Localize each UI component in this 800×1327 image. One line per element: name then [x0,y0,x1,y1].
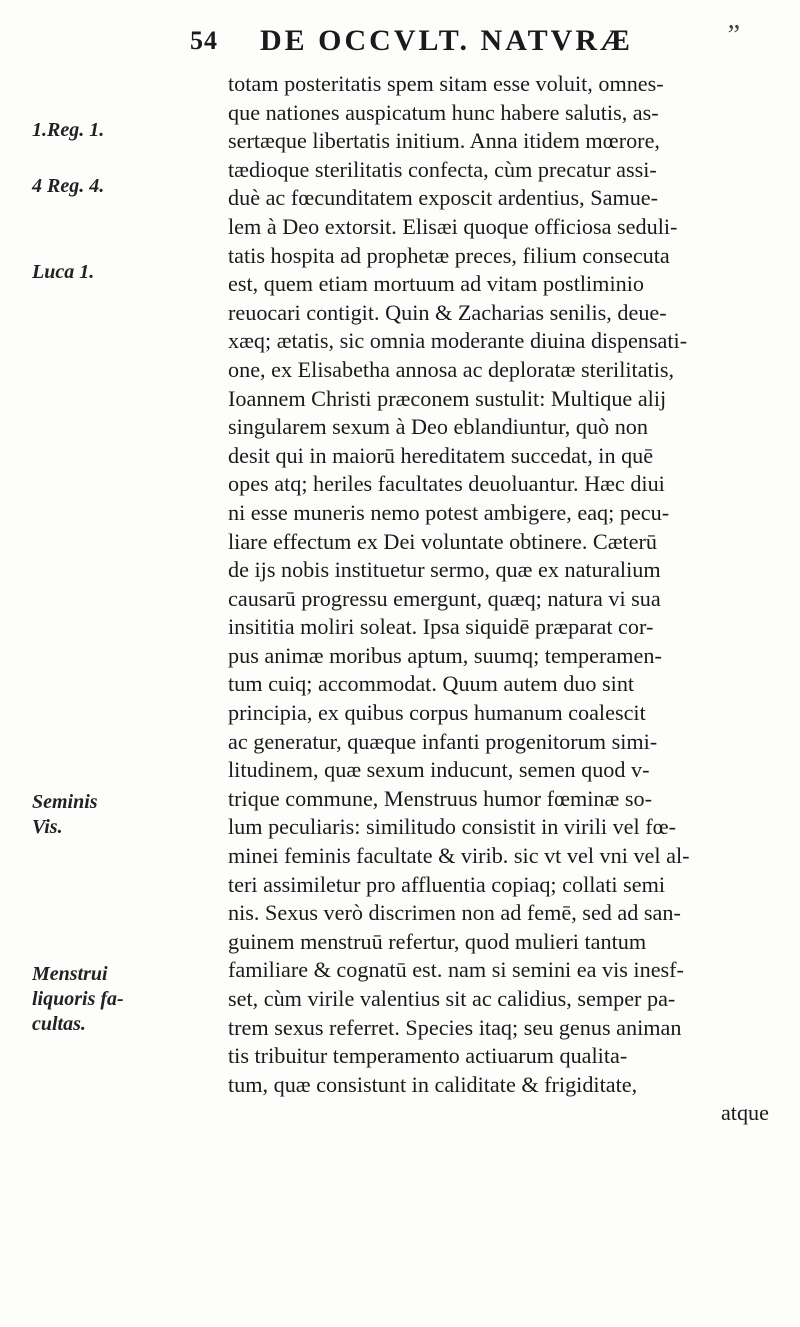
page-number: 54 [190,26,218,55]
margin-note-line: liquoris fa- [32,988,124,1010]
margin-note-line: Vis. [32,816,63,838]
body-line: pus animæ moribus aptum, suumq; temperamen- [228,642,662,668]
body-line: atque [720,1100,769,1126]
body-line: principia, ex quibus corpus humanum coalescit [228,700,646,726]
body-line: xæq; ætatis, sic omnia moderante diuina dispensati- [228,328,688,354]
running-title: DE OCCVLT. NATVRÆ [260,24,633,57]
margin-note-line: cultas. [32,1013,86,1035]
body-line: set, cùm virile valentius sit ac calidius, semper pa- [228,986,676,1011]
body-line: lem à Deo extorsit. Elisæi quoque officiosa seduli- [228,213,678,239]
body-line: Ioannem Christi præconem sustulit: Multique alij [228,385,667,411]
margin-note-seminis [32,790,98,840]
body-line: familiare & cognatū est. nam si semini ea vis inesf- [228,957,684,983]
body-line: singularem sexum à Deo eblandiuntur, quò non [228,414,648,440]
margin-note-menstrui [32,962,124,1037]
body-line: opes atq; heriles facultates deuoluantur. Hæc diui [228,471,665,497]
body-line: trem sexus referret. Species itaq; seu genus animan [228,1014,682,1040]
body-line: sertæque libertatis initium. Anna itidem mœrore, [228,128,660,154]
body-line: insititia moliri soleat. Ipsa siquidē præparat cor- [228,614,654,640]
body-line: nis. Sexus verò discrimen non ad femē, sed ad san- [228,900,681,926]
margin-note-luca: Luca 1. [32,261,95,283]
body-line: tis tribuitur temperamento actiuarum qualita- [228,1043,628,1069]
margin-note-reg1: 1.Reg. 1. [32,119,105,141]
body-line: est, quem etiam mortuum ad vitam postliminio [228,271,644,297]
body-line: tatis hospita ad prophetæ preces, filium consecuta [228,242,670,268]
body-line: one, ex Elisabetha annosa ac deploratæ sterilitatis, [228,356,675,382]
margin-note-line: Menstrui [32,963,108,985]
body-line: causarū progressu emergunt, quæq; natura vi sua [228,585,661,611]
body-line: ac generatur, quæque infanti progenitorum simi- [228,728,658,754]
body-line: trique commune, Menstruus humor fœminæ so- [228,785,652,811]
body-line: que nationes auspicatum hunc habere salutis, as- [228,99,659,125]
body-line: de ijs nobis instituetur sermo, quæ ex naturalium [228,557,661,583]
body-line: ni esse muneris nemo potest ambigere, eaq; pecu- [228,499,670,525]
margin-notes [0,0,215,1327]
body-line: reuocari contigit. Quin & Zacharias senilis, deue- [228,299,667,325]
body-line: tædioque sterilitatis confecta, cùm precatur assi- [228,156,657,182]
body-line: litudinem, quæ sexum inducunt, semen quod v- [228,757,650,783]
body-line: minei feminis facultate & virib. sic vt vel vni vel al- [228,843,690,869]
body-line: tum cuiq; accommodat. Quum autem duo sint [228,671,635,697]
body-line: tum, quæ consistunt in caliditate & frigiditate, [228,1071,638,1097]
margin-note-line: Seminis [32,791,98,813]
body-line: lum peculiaris: similitudo consistit in virili vel fœ- [228,814,677,840]
body-line: totam posteritatis spem sitam esse voluit, omnes- [228,71,664,96]
body-line: desit qui in maiorū hereditatem succedat, in quē [228,442,654,468]
body-text [228,70,783,1128]
body-line: liare effectum ex Dei voluntate obtinere. Cæterū [228,528,658,554]
body-line: teri assimiletur pro affluentia copiaq; collati semi [228,871,666,897]
body-line: guinem menstruū refertur, quod mulieri tantum [228,928,647,954]
margin-note-reg4: 4 Reg. 4. [32,175,105,197]
body-line: duè ac fœcunditatem exposcit ardentius, Samue- [228,185,659,211]
page-header [190,20,750,64]
corner-mark: ” [727,20,740,51]
